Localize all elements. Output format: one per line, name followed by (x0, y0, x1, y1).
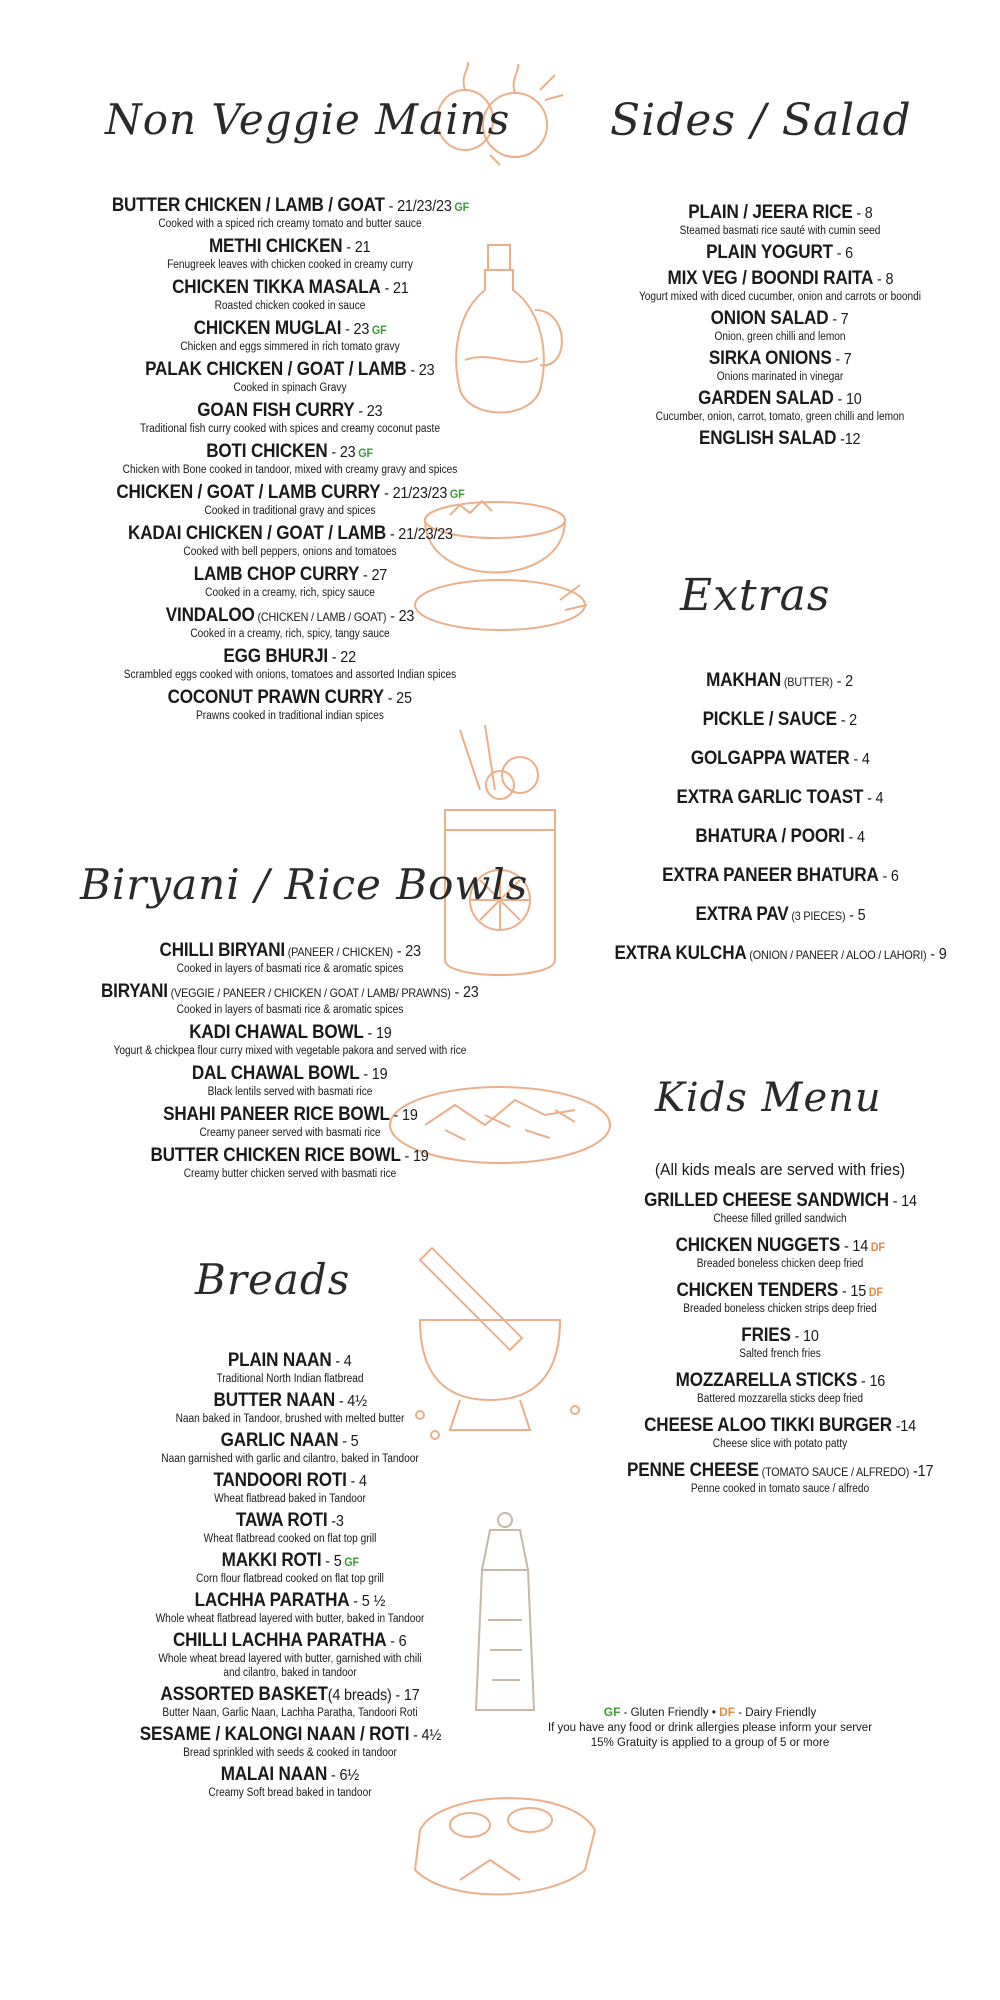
item-name: BIRYANI (VEGGIE / PANEER / CHICKEN / GOAT / LAMB/ PRAWNS) - 23 (101, 981, 479, 1002)
non_veggie-item (0, 482, 580, 518)
item-description: Whole wheat flatbread layered with butter, baked in Tandoor (155, 1613, 425, 1625)
kids-item (560, 1325, 1000, 1361)
gf-badge: GF (344, 1555, 359, 1569)
biryani-list (0, 940, 580, 1186)
item-name: MAKHAN (BUTTER) - 2 (706, 670, 854, 691)
item-price: - 10 (833, 391, 862, 408)
non-veggie-heading: Non Veggie Mains (105, 95, 511, 144)
sides-item (560, 348, 1000, 384)
item-price: - 17 (391, 1687, 420, 1704)
item-name: LACHHA PARATHA - 5 ½ (194, 1590, 386, 1611)
item-price: - 23 (450, 984, 479, 1001)
gf-badge: GF (449, 487, 465, 501)
item-price: -3 (327, 1513, 344, 1530)
item-name: CHICKEN / GOAT / LAMB CURRY - 21/23/23 GF (115, 482, 465, 503)
item-description: Wheat flatbread baked in Tandoor (214, 1493, 366, 1505)
legend-line-1: GF - Gluten Friendly • DF - Dairy Friendly (603, 1705, 817, 1719)
item-price: - 4 (849, 751, 870, 768)
item-price: - 15 (838, 1283, 867, 1300)
biryani-item (0, 981, 580, 1017)
item-price: - 23 (392, 943, 421, 960)
item-name: METHI CHICKEN - 21 (209, 236, 371, 257)
item-name: EXTRA KULCHA (ONION / PANEER / ALOO / LAHORI) - 9 (613, 943, 947, 964)
item-price: - 2 (837, 712, 858, 729)
sides-item (560, 308, 1000, 344)
item-description: Cooked in a creamy, rich, spicy sauce (205, 587, 375, 599)
item-price: - 23 (406, 362, 435, 379)
sides-item (560, 428, 1000, 450)
item-description: Whole wheat bread layered with butter, garnished with chili (158, 1653, 422, 1665)
item-name: PENNE CHEESE (TOMATO SAUCE / ALFREDO) -17 (626, 1460, 934, 1481)
extras-item (560, 826, 1000, 848)
item-description: Creamy Soft bread baked in tandoor (208, 1787, 372, 1799)
item-price: - 19 (389, 1107, 418, 1124)
item-price: - 14 (888, 1193, 917, 1210)
biryani-item (0, 1063, 580, 1099)
item-name: EXTRA PAV (3 PIECES) - 5 (694, 904, 866, 925)
item-price: - 5 (844, 907, 866, 924)
item-description: Breaded boneless chicken strips deep fried (683, 1303, 877, 1315)
breads-item (0, 1350, 580, 1386)
item-price: - 21/23/23 (379, 485, 447, 502)
non_veggie-item (0, 195, 580, 231)
non_veggie-item (0, 564, 580, 600)
item-name: ASSORTED BASKET(4 breads) - 17 (160, 1684, 420, 1705)
item-description: Cooked with a spiced rich creamy tomato and butter sauce (158, 218, 422, 230)
item-name: SESAME / KALONGI NAAN / ROTI - 4½ (139, 1724, 441, 1745)
item-price: - 6 (878, 868, 899, 885)
item-price: - 4½ (334, 1393, 367, 1410)
item-price: - 2 (833, 673, 854, 690)
item-name: LAMB CHOP CURRY - 27 (193, 564, 387, 585)
item-price: - 4 (346, 1473, 367, 1490)
item-description: Cooked in layers of basmati rice & aromatic spices (176, 963, 404, 975)
df-badge: DF (869, 1285, 884, 1299)
item-name: CHILLI BIRYANI (PANEER / CHICKEN) - 23 (159, 940, 421, 961)
breads-item (0, 1510, 580, 1546)
non_veggie-item (0, 646, 580, 682)
breads-item (0, 1724, 580, 1760)
item-description: Scrambled eggs cooked with onions, tomatoes and assorted Indian spices (123, 669, 457, 681)
kids-item (560, 1280, 1000, 1316)
extras-item (560, 904, 1000, 926)
non_veggie-item (0, 523, 580, 559)
gratuity-notice: 15% Gratuity is applied to a group of 5 or more (590, 1737, 830, 1749)
item-name: ONION SALAD - 7 (711, 308, 849, 329)
item-price: - 4 (844, 829, 865, 846)
item-name: MOZZARELLA STICKS - 16 (675, 1370, 885, 1391)
item-description: Breaded boneless chicken deep fried (696, 1258, 864, 1270)
item-name: EGG BHURJI - 22 (223, 646, 357, 667)
item-name: MALAI NAAN - 6½ (220, 1764, 360, 1785)
item-description: Bread sprinkled with seeds & cooked in tandoor (183, 1747, 397, 1759)
item-description: Chicken and eggs simmered in rich tomato gravy (180, 341, 400, 353)
item-price: - 21/23/23 (385, 526, 453, 543)
item-name: PICKLE / SAUCE - 2 (702, 709, 858, 730)
item-description: Wheat flatbread cooked on flat top grill (203, 1533, 377, 1545)
item-name: PLAIN YOGURT - 6 (706, 242, 854, 263)
kids-item (560, 1235, 1000, 1271)
item-price: - 6 (833, 245, 854, 262)
item-name: BUTTER CHICKEN RICE BOWL - 19 (150, 1145, 430, 1166)
gf-badge: GF (453, 200, 469, 214)
item-price: - 5 (338, 1433, 359, 1450)
breads-item (0, 1390, 580, 1426)
df-badge: DF (870, 1240, 885, 1254)
sides-heading: Sides / Salad (610, 95, 912, 146)
biryani-heading: Biryani / Rice Bowls (80, 860, 529, 909)
non_veggie-item (0, 318, 580, 354)
biryani-item (0, 940, 580, 976)
item-price: - 5 ½ (349, 1593, 386, 1610)
breads-heading: Breads (195, 1255, 351, 1304)
item-description: Cooked with bell peppers, onions and tomatoes (183, 546, 397, 558)
item-name: TANDOORI ROTI - 4 (213, 1470, 367, 1491)
item-price: -12 (836, 431, 861, 448)
item-name: MIX VEG / BOONDI RAITA - 8 (667, 268, 893, 289)
item-price: - 4 (331, 1353, 352, 1370)
non_veggie-item (0, 277, 580, 313)
item-name: CHILLI LACHHA PARATHA - 6 (173, 1630, 407, 1651)
item-name: GOAN FISH CURRY - 23 (197, 400, 383, 421)
kids-item (560, 1370, 1000, 1406)
item-price: - 21 (342, 239, 371, 256)
item-price: - 19 (359, 1066, 388, 1083)
extras-item (560, 787, 1000, 809)
item-name: BHATURA / POORI - 4 (695, 826, 865, 847)
item-price: - 5 (321, 1553, 342, 1570)
item-name: CHEESE ALOO TIKKI BURGER -14 (644, 1415, 916, 1436)
item-name: TAWA ROTI -3 (236, 1510, 344, 1531)
item-name: KADAI CHICKEN / GOAT / LAMB - 21/23/23 (127, 523, 453, 544)
item-price: - 25 (384, 690, 413, 707)
item-description: Onions marinated in vinegar (716, 371, 844, 383)
biryani-item (0, 1145, 580, 1181)
breads-item (0, 1430, 580, 1466)
sides-item (560, 268, 1000, 304)
item-name: CHICKEN TIKKA MASALA - 21 (171, 277, 409, 298)
breads-item (0, 1630, 580, 1680)
item-description: Cooked in spinach Gravy (233, 382, 347, 394)
biryani-item (0, 1022, 580, 1058)
non_veggie-item (0, 400, 580, 436)
item-description: Cooked in layers of basmati rice & aromatic spices (176, 1004, 404, 1016)
item-name: GRILLED CHEESE SANDWICH - 14 (643, 1190, 917, 1211)
breads-list (0, 1350, 580, 1804)
allergy-notice: If you have any food or drink allergies please inform your server (547, 1722, 873, 1734)
item-name: EXTRA GARLIC TOAST - 4 (676, 787, 884, 808)
item-description: Chicken with Bone cooked in tandoor, mixed with creamy gravy and spices (122, 464, 458, 476)
item-name: EXTRA PANEER BHATURA - 6 (661, 865, 899, 886)
item-description: Steamed basmati rice sauté with cumin seed (679, 225, 881, 237)
kids-heading: Kids Menu (655, 1075, 882, 1121)
item-name: BUTTER NAAN - 4½ (213, 1390, 367, 1411)
extras-item (560, 670, 1000, 692)
gf-badge: GF (603, 1705, 621, 1719)
item-price: - 4½ (408, 1727, 441, 1744)
item-description: Yogurt & chickpea flour curry mixed with vegetable pakora and served with rice (113, 1045, 467, 1057)
item-name: CHICKEN NUGGETS - 14 DF (675, 1235, 885, 1256)
item-name: VINDALOO (CHICKEN / LAMB / GOAT) - 23 (165, 605, 415, 626)
item-price: - 27 (358, 567, 387, 584)
item-description: Cooked in traditional gravy and spices (204, 505, 376, 517)
item-price: - 6½ (327, 1767, 360, 1784)
item-price: - 4 (863, 790, 884, 807)
breads-item (0, 1470, 580, 1506)
item-name: DAL CHAWAL BOWL - 19 (192, 1063, 388, 1084)
sides-item (560, 202, 1000, 238)
item-price: - 7 (831, 351, 852, 368)
item-name: PLAIN / JEERA RICE - 8 (687, 202, 873, 223)
item-price: - 21/23/23 (384, 198, 452, 215)
item-name: MAKKI ROTI - 5 GF (221, 1550, 359, 1571)
item-description: Cheese filled grilled sandwich (713, 1213, 847, 1225)
item-price: - 14 (839, 1238, 868, 1255)
item-price: - 10 (790, 1328, 819, 1345)
item-description: Battered mozzarella sticks deep fried (697, 1393, 863, 1405)
kids-item (560, 1415, 1000, 1451)
kids-note: (All kids meals are served with fries) (654, 1160, 906, 1179)
item-description: Fenugreek leaves with chicken cooked in creamy curry (167, 259, 413, 271)
item-description: Prawns cooked in traditional indian spices (196, 710, 384, 722)
item-price: -17 (909, 1463, 934, 1480)
biryani-item (0, 1104, 580, 1140)
item-price: - 8 (872, 271, 893, 288)
item-name: BUTTER CHICKEN / LAMB / GOAT - 21/23/23 GF (111, 195, 469, 216)
item-name: ENGLISH SALAD -12 (699, 428, 861, 449)
item-price: - 22 (328, 649, 357, 666)
breads-item (0, 1684, 580, 1720)
item-description: and cilantro, baked in tandoor (223, 1667, 357, 1679)
item-price: - 23 (328, 444, 356, 461)
item-name: FRIES - 10 (741, 1325, 819, 1346)
item-name: GOLGAPPA WATER - 4 (690, 748, 870, 769)
breads-item (0, 1550, 580, 1586)
item-description: Cucumber, onion, carrot, tomato, green chilli and lemon (655, 411, 905, 423)
extras-item (560, 748, 1000, 770)
kids-item (560, 1190, 1000, 1226)
item-description: Roasted chicken cooked in sauce (214, 300, 366, 312)
item-description: Traditional North Indian flatbread (216, 1373, 364, 1385)
gf-badge: GF (371, 323, 387, 337)
item-price: - 16 (856, 1373, 885, 1390)
item-price: -14 (891, 1418, 916, 1435)
item-description: Penne cooked in tomato sauce / alfredo (690, 1483, 870, 1495)
breads-item (0, 1764, 580, 1800)
item-price: - 7 (828, 311, 849, 328)
extras-list (560, 670, 1000, 982)
sides-list (560, 202, 1000, 454)
non_veggie-item (0, 605, 580, 641)
item-description: Creamy paneer served with basmati rice (199, 1127, 381, 1139)
item-name: GARDEN SALAD - 10 (698, 388, 862, 409)
item-description: Salted french fries (739, 1348, 821, 1360)
item-description: Cheese slice with potato patty (712, 1438, 848, 1450)
item-description: Onion, green chilli and lemon (714, 331, 846, 343)
breads-item (0, 1590, 580, 1626)
non_veggie-item (0, 236, 580, 272)
item-description: Creamy butter chicken served with basmati rice (183, 1168, 397, 1180)
item-name: COCONUT PRAWN CURRY - 25 (167, 687, 413, 708)
item-description: Cooked in a creamy, rich, spicy, tangy sauce (190, 628, 390, 640)
item-name: PLAIN NAAN - 4 (228, 1350, 352, 1371)
item-name: CHICKEN MUGLAI - 23 GF (193, 318, 387, 339)
df-badge: DF (719, 1705, 736, 1719)
item-price: - 23 (341, 321, 370, 338)
sides-item (560, 388, 1000, 424)
non_veggie-item (0, 359, 580, 395)
item-name: SIRKA ONIONS - 7 (708, 348, 852, 369)
kids-item (560, 1460, 1000, 1496)
extras-item (560, 943, 1000, 965)
item-description: Traditional fish curry cooked with spices and creamy coconut paste (140, 423, 440, 435)
item-price: - 23 (386, 608, 415, 625)
allergy-legend (530, 1705, 890, 1751)
item-name: PALAK CHICKEN / GOAT / LAMB - 23 (145, 359, 435, 380)
gf-badge: GF (358, 446, 374, 460)
non_veggie-item (0, 441, 580, 477)
kids-list (560, 1160, 1000, 1505)
extras-heading: Extras (680, 570, 831, 621)
item-description: Naan baked in Tandoor, brushed with melted butter (175, 1413, 405, 1425)
extras-item (560, 865, 1000, 887)
item-price: - 8 (852, 205, 873, 222)
item-name: BOTI CHICKEN - 23 GF (206, 441, 374, 462)
item-price: - 23 (354, 403, 383, 420)
sides-item (560, 242, 1000, 264)
non-veggie-list (0, 195, 580, 728)
item-price: - 9 (925, 946, 947, 963)
item-description: Butter Naan, Garlic Naan, Lachha Paratha, Tandoori Roti (162, 1707, 418, 1719)
item-price: - 19 (401, 1148, 430, 1165)
item-description: Black lentils served with basmati rice (207, 1086, 373, 1098)
item-description: Corn flour flatbread cooked on flat top grill (196, 1573, 384, 1585)
item-price: - 21 (380, 280, 409, 297)
extras-item (560, 709, 1000, 731)
item-price: - 6 (386, 1633, 407, 1650)
item-name: GARLIC NAAN - 5 (221, 1430, 359, 1451)
item-price: - 19 (363, 1025, 392, 1042)
item-name: CHICKEN TENDERS - 15 DF (676, 1280, 884, 1301)
item-description: Naan garnished with garlic and cilantro, baked in Tandoor (161, 1453, 419, 1465)
item-name: SHAHI PANEER RICE BOWL - 19 (162, 1104, 418, 1125)
item-name: KADI CHAWAL BOWL - 19 (188, 1022, 392, 1043)
non_veggie-item (0, 687, 580, 723)
item-description: Yogurt mixed with diced cucumber, onion and carrots or boondi (638, 291, 922, 303)
